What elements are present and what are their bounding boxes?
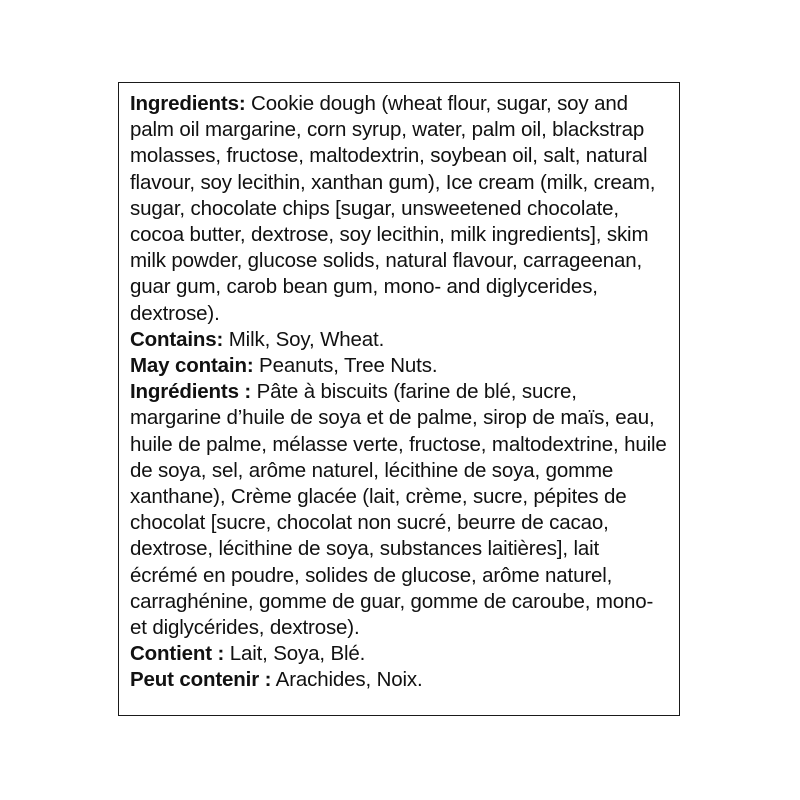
french-ingredients-text: Pâte à biscuits (farine de blé, sucre, margarine d’huile de soya et de palme, sirop de maïs, eau, huile de palme, mélasse verte, fructose, maltodextrine, huile de soya, sel, arôme naturel, lécithine de soya, gomme xanthane), Crème glacée (lait, crème, sucre, pépites de chocolat [sucre, chocolat non sucré, beurre de cacao, dextrose, lécithine de soya, substances laitières], lait écrémé en poudre, solides de glucose, arôme naturel, carraghénine, gomme de guar, gomme de caroube, mono- et diglycérides, dextrose). [130, 380, 667, 640]
english-may-contain-heading: May contain: [130, 354, 254, 378]
french-contains-line [130, 641, 667, 667]
english-contains-line [130, 327, 667, 353]
english-ingredients-paragraph [130, 91, 667, 327]
french-contains-text: Lait, Soya, Blé. [224, 642, 366, 666]
english-ingredients-text: Cookie dough (wheat flour, sugar, soy and palm oil margarine, corn syrup, water, palm oil, blackstrap molasses, fructose, maltodextrin, soybean oil, salt, natural flavour, soy lecithin, xanthan gum), Ice cream (milk, cream, sugar, chocolate chips [sugar, unsweetened chocolate, cocoa butter, dextrose, soy lecithin, milk ingredients], skim milk powder, glucose solids, natural flavour, carrageenan, guar gum, carob bean gum, mono- and diglycerides, dextrose). [130, 92, 656, 325]
french-may-contain-heading: Peut contenir : [130, 668, 272, 692]
french-may-contain-text: Arachides, Noix. [271, 668, 423, 692]
english-ingredients-heading: Ingredients: [130, 92, 246, 115]
english-may-contain-text: Peanuts, Tree Nuts. [253, 354, 438, 378]
french-ingredients-paragraph [130, 379, 667, 641]
english-contains-heading: Contains: [130, 327, 224, 351]
english-may-contain-line [130, 353, 667, 379]
ingredients-label-panel [118, 82, 680, 716]
french-ingredients-heading: Ingrédients : [130, 380, 252, 404]
french-may-contain-line [130, 667, 667, 693]
french-contains-heading: Contient : [130, 642, 225, 666]
english-contains-text: Milk, Soy, Wheat. [223, 327, 385, 351]
